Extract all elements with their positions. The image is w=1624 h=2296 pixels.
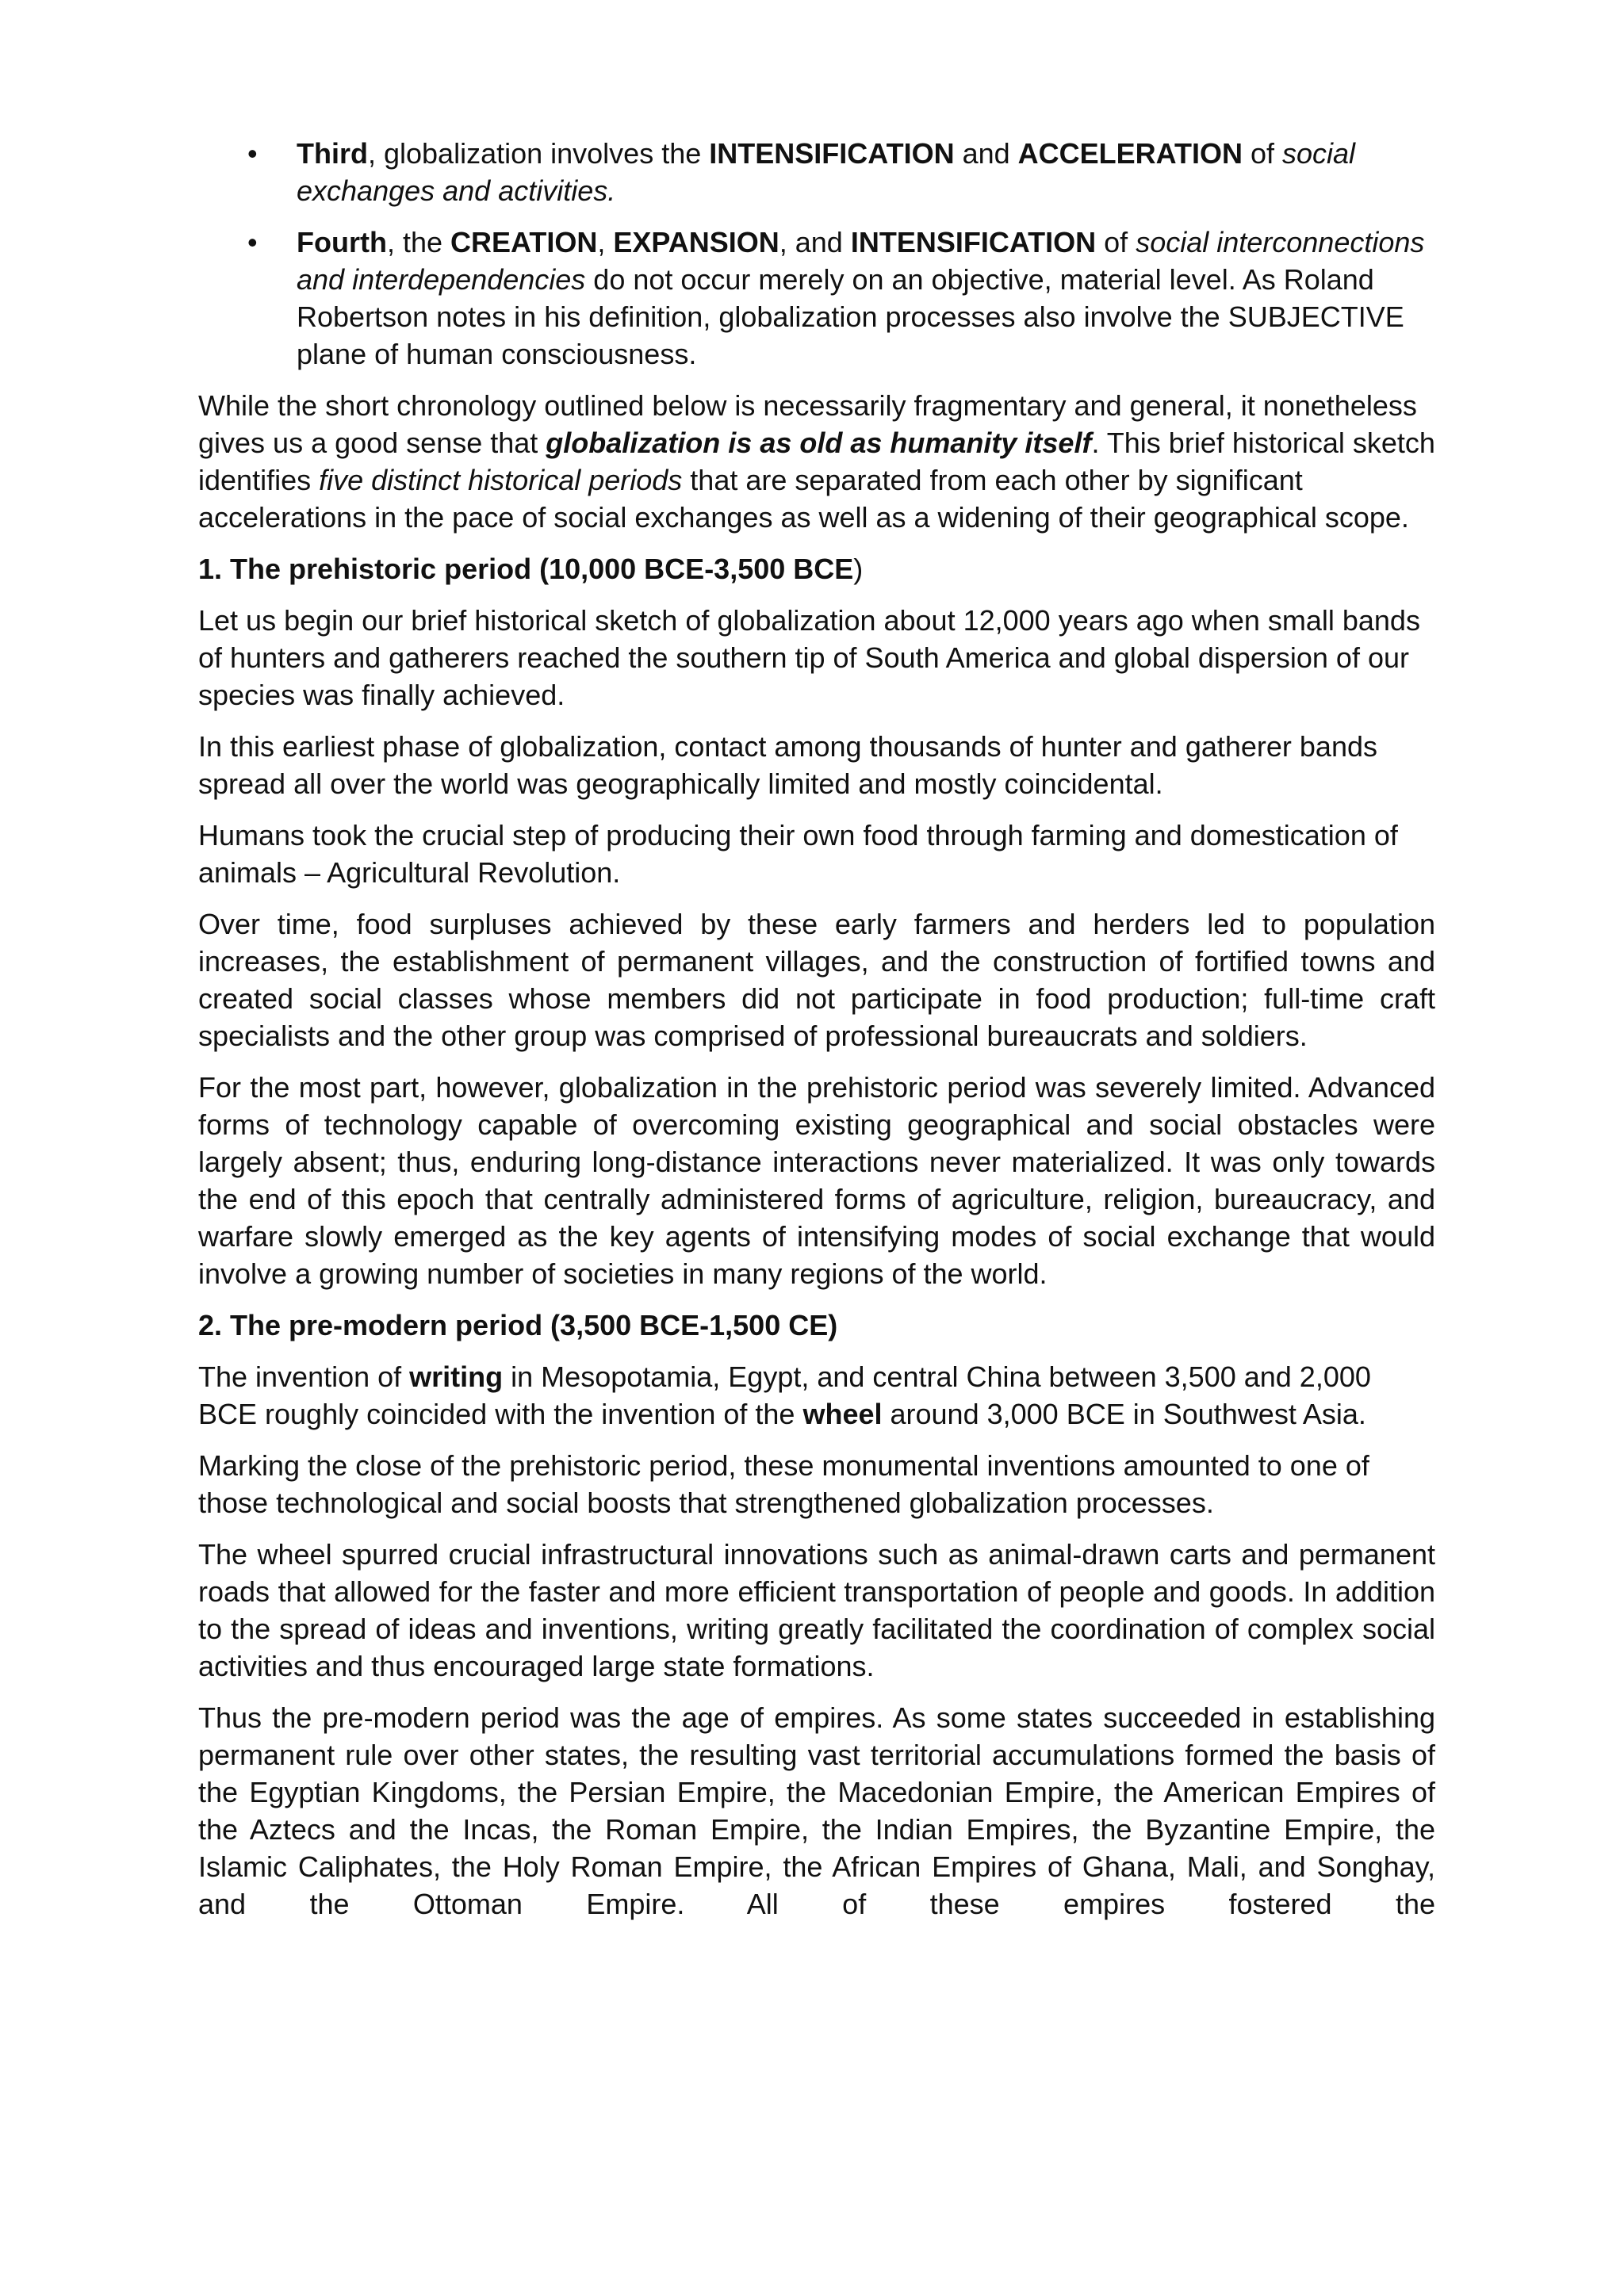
paragraph: For the most part, however, globalization in the prehistoric period was severely limited. Advanced forms of technology capable of overcoming existing geographical and social obstacles were largely absent; thus, enduring long-distance interactions never materialized. It was only towards the end of this epoch that centrally administered forms of agriculture, religion, bureaucracy, and warfare slowly emerged as the key agents of intensifying modes of social exchange that would involve a growing number of societies in many regions of the world. [198,1071,1435,1290]
intro-text: . This brief historical sketch identifies [198,427,1435,496]
bullet-text: , the [386,226,451,258]
bullet-bold-term: CREATION [450,226,598,258]
paragraph-text: around 3,000 BCE in Southwest Asia. [882,1398,1366,1430]
paragraph: The wheel spurred crucial infrastructural innovations such as animal-drawn carts and permanent roads that allowed for the faster and more efficient transportation of people and goods. In addition to the spread of ideas and inventions, writing greatly facilitated the coordination of complex social activities and thus encouraged large state formations. [198,1538,1435,1682]
paragraph: Thus the pre-modern period was the age of empires. As some states succeeded in establishing permanent rule over other states, the resulting vast territorial accumulations formed the basis of the Egyptian Kingdoms, the Persian Empire, the Macedonian Empire, the American Empires of the Aztecs and the Incas, the Roman Empire, the Indian Empires, the Byzantine Empire, the Islamic Caliphates, the Holy Roman Empire, the African Empires of Ghana, Mali, and Songhay, and the Ottoman Empire. All of these empires fostered the [198,1701,1435,1920]
bullet-italic: social interconnections and interdependencies [297,226,1425,296]
intro-italic: five distinct historical periods [319,464,683,496]
bullet-bold-term: INTENSIFICATION [709,137,955,170]
bullet-marker: • [247,226,258,258]
bullet-lead: Fourth [297,226,387,258]
bullet-item-third [198,135,1435,209]
bullet-text: , and [779,226,851,258]
section-heading-prehistoric [198,550,1435,587]
heading-paren: ) [853,553,864,585]
intro-emphasis: globalization is as old as humanity itself [546,427,1092,459]
bold-term: wheel [802,1398,883,1430]
paragraph: Humans took the crucial step of producing their own food through farming and domestication of animals – Agricultural Revolution. [198,819,1398,889]
bullet-text: of [1242,137,1283,170]
paragraph: Marking the close of the prehistoric period, these monumental inventions amounted to one of those technological and social boosts that strengthened globalization processes. [198,1449,1369,1519]
bullet-text: do not occur merely on an objective, material level. As Roland Robertson notes in his definition, globalization processes also involve the SUBJECTIVE plane of human consciousness. [297,263,1404,370]
bullet-bold-term: ACCELERATION [1017,137,1243,170]
intro-text: While the short chronology outlined below is necessarily fragmentary and general, it nonetheless gives us a good sense that [198,389,1417,459]
heading-text: 1. The prehistoric period (10,000 BCE-3,500 BCE [198,553,854,585]
bullet-text: of [1096,226,1136,258]
section-heading-premodern: 2. The pre-modern period (3,500 BCE-1,500 CE) [198,1309,838,1341]
bullet-bold-term: INTENSIFICATION [850,226,1097,258]
bullet-text: , globalization involves the [367,137,710,170]
bullet-marker: • [247,137,258,170]
paragraph-text: The invention of [198,1360,410,1393]
bullet-item-fourth [198,224,1435,373]
paragraph: Over time, food surpluses achieved by these early farmers and herders led to population increases, the establishment of permanent villages, and the construction of fortified towns and created social classes whose members did not participate in food production; full-time craft specialists and the other group was comprised of professional bureaucrats and soldiers. [198,908,1435,1052]
bold-term: writing [409,1360,504,1393]
bullet-lead: Third [297,137,368,170]
document-page [198,135,1435,1937]
bullet-list [198,135,1435,373]
paragraph: Let us begin our brief historical sketch of globalization about 12,000 years ago when small bands of hunters and gatherers reached the southern tip of South America and global dispersion of our species was finally achieved. [198,604,1420,711]
bullet-text: and [954,137,1018,170]
bullet-bold-term: EXPANSION [613,226,779,258]
bullet-text: , [597,226,614,258]
paragraph-writing-wheel [198,1358,1435,1433]
paragraph: In this earliest phase of globalization, contact among thousands of hunter and gatherer bands spread all over the world was geographically limited and mostly coincidental. [198,730,1377,800]
intro-paragraph [198,387,1435,536]
bullet-italic: social exchanges and activities. [297,137,1356,207]
paragraph-text: in Mesopotamia, Egypt, and central China between 3,500 and 2,000 BCE roughly coincided with the invention of the [198,1360,1371,1430]
intro-text: that are separated from each other by significant accelerations in the pace of social exchanges as well as a widening of their geographical scope. [198,464,1409,534]
